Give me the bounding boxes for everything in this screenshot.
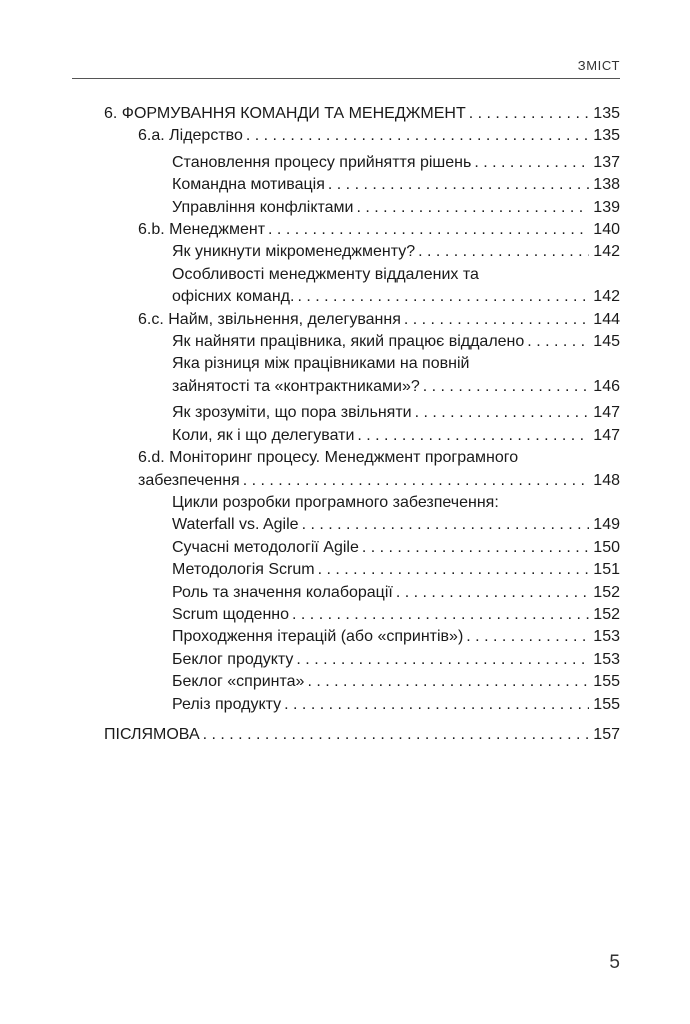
- toc-page-number: 149: [593, 516, 620, 534]
- toc-page-number: 148: [593, 471, 620, 489]
- toc-entry-chapter-6[interactable]: [104, 103, 620, 125]
- dot-leader: [420, 376, 590, 398]
- dot-leader: [354, 425, 589, 447]
- toc-entry[interactable]: [104, 626, 620, 648]
- toc-entry-title: Scrum щоденно: [172, 605, 290, 623]
- toc-page-number: 151: [593, 561, 620, 579]
- dot-leader: [299, 514, 590, 536]
- toc-entry[interactable]: [104, 152, 620, 174]
- toc-page-number: 139: [593, 198, 620, 216]
- toc-entry[interactable]: [104, 425, 620, 447]
- toc-page-number: 137: [593, 153, 620, 171]
- dot-leader: [293, 649, 589, 671]
- dot-leader: [294, 286, 589, 308]
- toc-entry-6a[interactable]: [104, 125, 620, 147]
- toc-page-number: 152: [593, 583, 620, 601]
- toc-entry-title: Проходження ітерацій (або «спринтів»): [172, 628, 464, 646]
- dot-leader: [325, 174, 589, 196]
- dot-leader: [240, 470, 590, 492]
- toc-page-number: 152: [593, 605, 620, 623]
- toc-page-number: 146: [593, 377, 620, 395]
- toc-page-number: 144: [593, 310, 620, 328]
- toc-page-number: 142: [593, 288, 620, 306]
- toc-entry[interactable]: [104, 264, 620, 309]
- dot-leader: [393, 582, 589, 604]
- toc-entry-title: Як уникнути мікроменеджменту?: [172, 243, 416, 261]
- toc-entry-title: Методологія Scrum: [172, 561, 315, 579]
- toc-page-number: 142: [593, 243, 620, 261]
- toc-entry-title: Реліз продукту: [172, 695, 282, 713]
- dot-leader: [304, 671, 589, 693]
- toc-page-number: 150: [593, 538, 620, 556]
- dot-leader: [200, 724, 590, 746]
- toc-entry[interactable]: [104, 537, 620, 559]
- toc-page-number: 153: [593, 650, 620, 668]
- toc-page-number: 147: [593, 426, 620, 444]
- toc-entry[interactable]: [104, 353, 620, 398]
- toc-entry-title: Командна мотивація: [172, 176, 325, 194]
- dot-leader: [354, 197, 590, 219]
- dot-leader: [471, 152, 589, 174]
- toc-page-number: 155: [593, 673, 620, 691]
- table-of-contents: [104, 103, 620, 746]
- toc-entry-title-line1: Яка різниця між працівниками на повній: [172, 355, 470, 373]
- toc-page-number: 138: [593, 176, 620, 194]
- toc-entry-6c[interactable]: [104, 309, 620, 331]
- toc-entry-title: Коли, як і що делегувати: [172, 426, 355, 444]
- toc-entry-title: 6. ФОРМУВАННЯ КОМАНДИ ТА МЕНЕДЖМЕНТ: [104, 105, 466, 122]
- dot-leader: [281, 694, 589, 716]
- toc-entry-6d[interactable]: [104, 447, 620, 492]
- dot-leader: [412, 402, 590, 424]
- toc-entry[interactable]: [104, 582, 620, 604]
- dot-leader: [401, 309, 589, 331]
- toc-entry[interactable]: [104, 694, 620, 716]
- toc-entry[interactable]: [104, 649, 620, 671]
- toc-entry-title-line1: 6.d. Моніторинг процесу. Менеджмент програмного: [138, 449, 519, 467]
- toc-entry-title: ПІСЛЯМОВА: [104, 725, 200, 743]
- toc-page-number: 147: [593, 404, 620, 422]
- toc-entry-title: Як найняти працівника, який працює віддалено: [172, 333, 525, 351]
- dot-leader: [466, 103, 590, 125]
- toc-entry-6b[interactable]: [104, 219, 620, 241]
- toc-entry-title: Беклог продукту: [172, 650, 294, 668]
- toc-entry-title: забезпечення: [138, 471, 240, 489]
- toc-entry-title: Становлення процесу прийняття рішень: [172, 153, 472, 171]
- toc-page-number: 140: [593, 221, 620, 239]
- dot-leader: [463, 626, 589, 648]
- toc-entry-afterword[interactable]: [104, 724, 620, 746]
- toc-entry-title: Сучасні методології Agile: [172, 538, 359, 556]
- toc-entry-title: 6.b. Менеджмент: [138, 221, 266, 239]
- dot-leader: [243, 125, 589, 147]
- toc-entry-title-line1: Цикли розробки програмного забезпечення:: [172, 493, 499, 511]
- toc-page-number: 155: [593, 695, 620, 713]
- toc-entry-title: офісних команд.: [172, 288, 295, 306]
- toc-entry[interactable]: [104, 331, 620, 353]
- toc-entry-title: Роль та значення колаборації: [172, 583, 393, 601]
- toc-entry[interactable]: [104, 604, 620, 626]
- toc-entry[interactable]: [104, 559, 620, 581]
- toc-entry[interactable]: [104, 402, 620, 424]
- dot-leader: [415, 241, 589, 263]
- header-rule: [72, 78, 620, 79]
- toc-entry-title: Беклог «спринта»: [172, 673, 305, 691]
- dot-leader: [524, 331, 589, 353]
- toc-page-number: 153: [593, 628, 620, 646]
- page-number: 5: [609, 952, 620, 973]
- running-header: ЗМІСТ: [577, 58, 620, 73]
- toc-entry-title: 6.a. Лідерство: [138, 127, 243, 145]
- toc-entry-title: Як зрозуміти, що пора звільняти: [172, 404, 412, 422]
- dot-leader: [315, 559, 590, 581]
- toc-page-number: 145: [593, 333, 620, 351]
- toc-entry-title-line1: Особливості менеджменту віддалених та: [172, 265, 479, 283]
- toc-entry[interactable]: [104, 671, 620, 693]
- toc-entry[interactable]: [104, 197, 620, 219]
- toc-entry-title: 6.c. Найм, звільнення, делегування: [138, 310, 401, 328]
- toc-entry[interactable]: [104, 174, 620, 196]
- toc-entry-title: зайнятості та «контрактниками»?: [172, 377, 420, 395]
- toc-page-number: 135: [593, 105, 620, 122]
- toc-entry-title: Управління конфліктами: [172, 198, 354, 216]
- toc-page-number: 135: [593, 127, 620, 145]
- toc-entry-title: Waterfall vs. Agile: [172, 516, 299, 534]
- dot-leader: [265, 219, 589, 241]
- dot-leader: [359, 537, 589, 559]
- dot-leader: [289, 604, 589, 626]
- toc-entry[interactable]: [104, 241, 620, 263]
- toc-page-number: 157: [593, 725, 620, 743]
- toc-entry[interactable]: [104, 492, 620, 537]
